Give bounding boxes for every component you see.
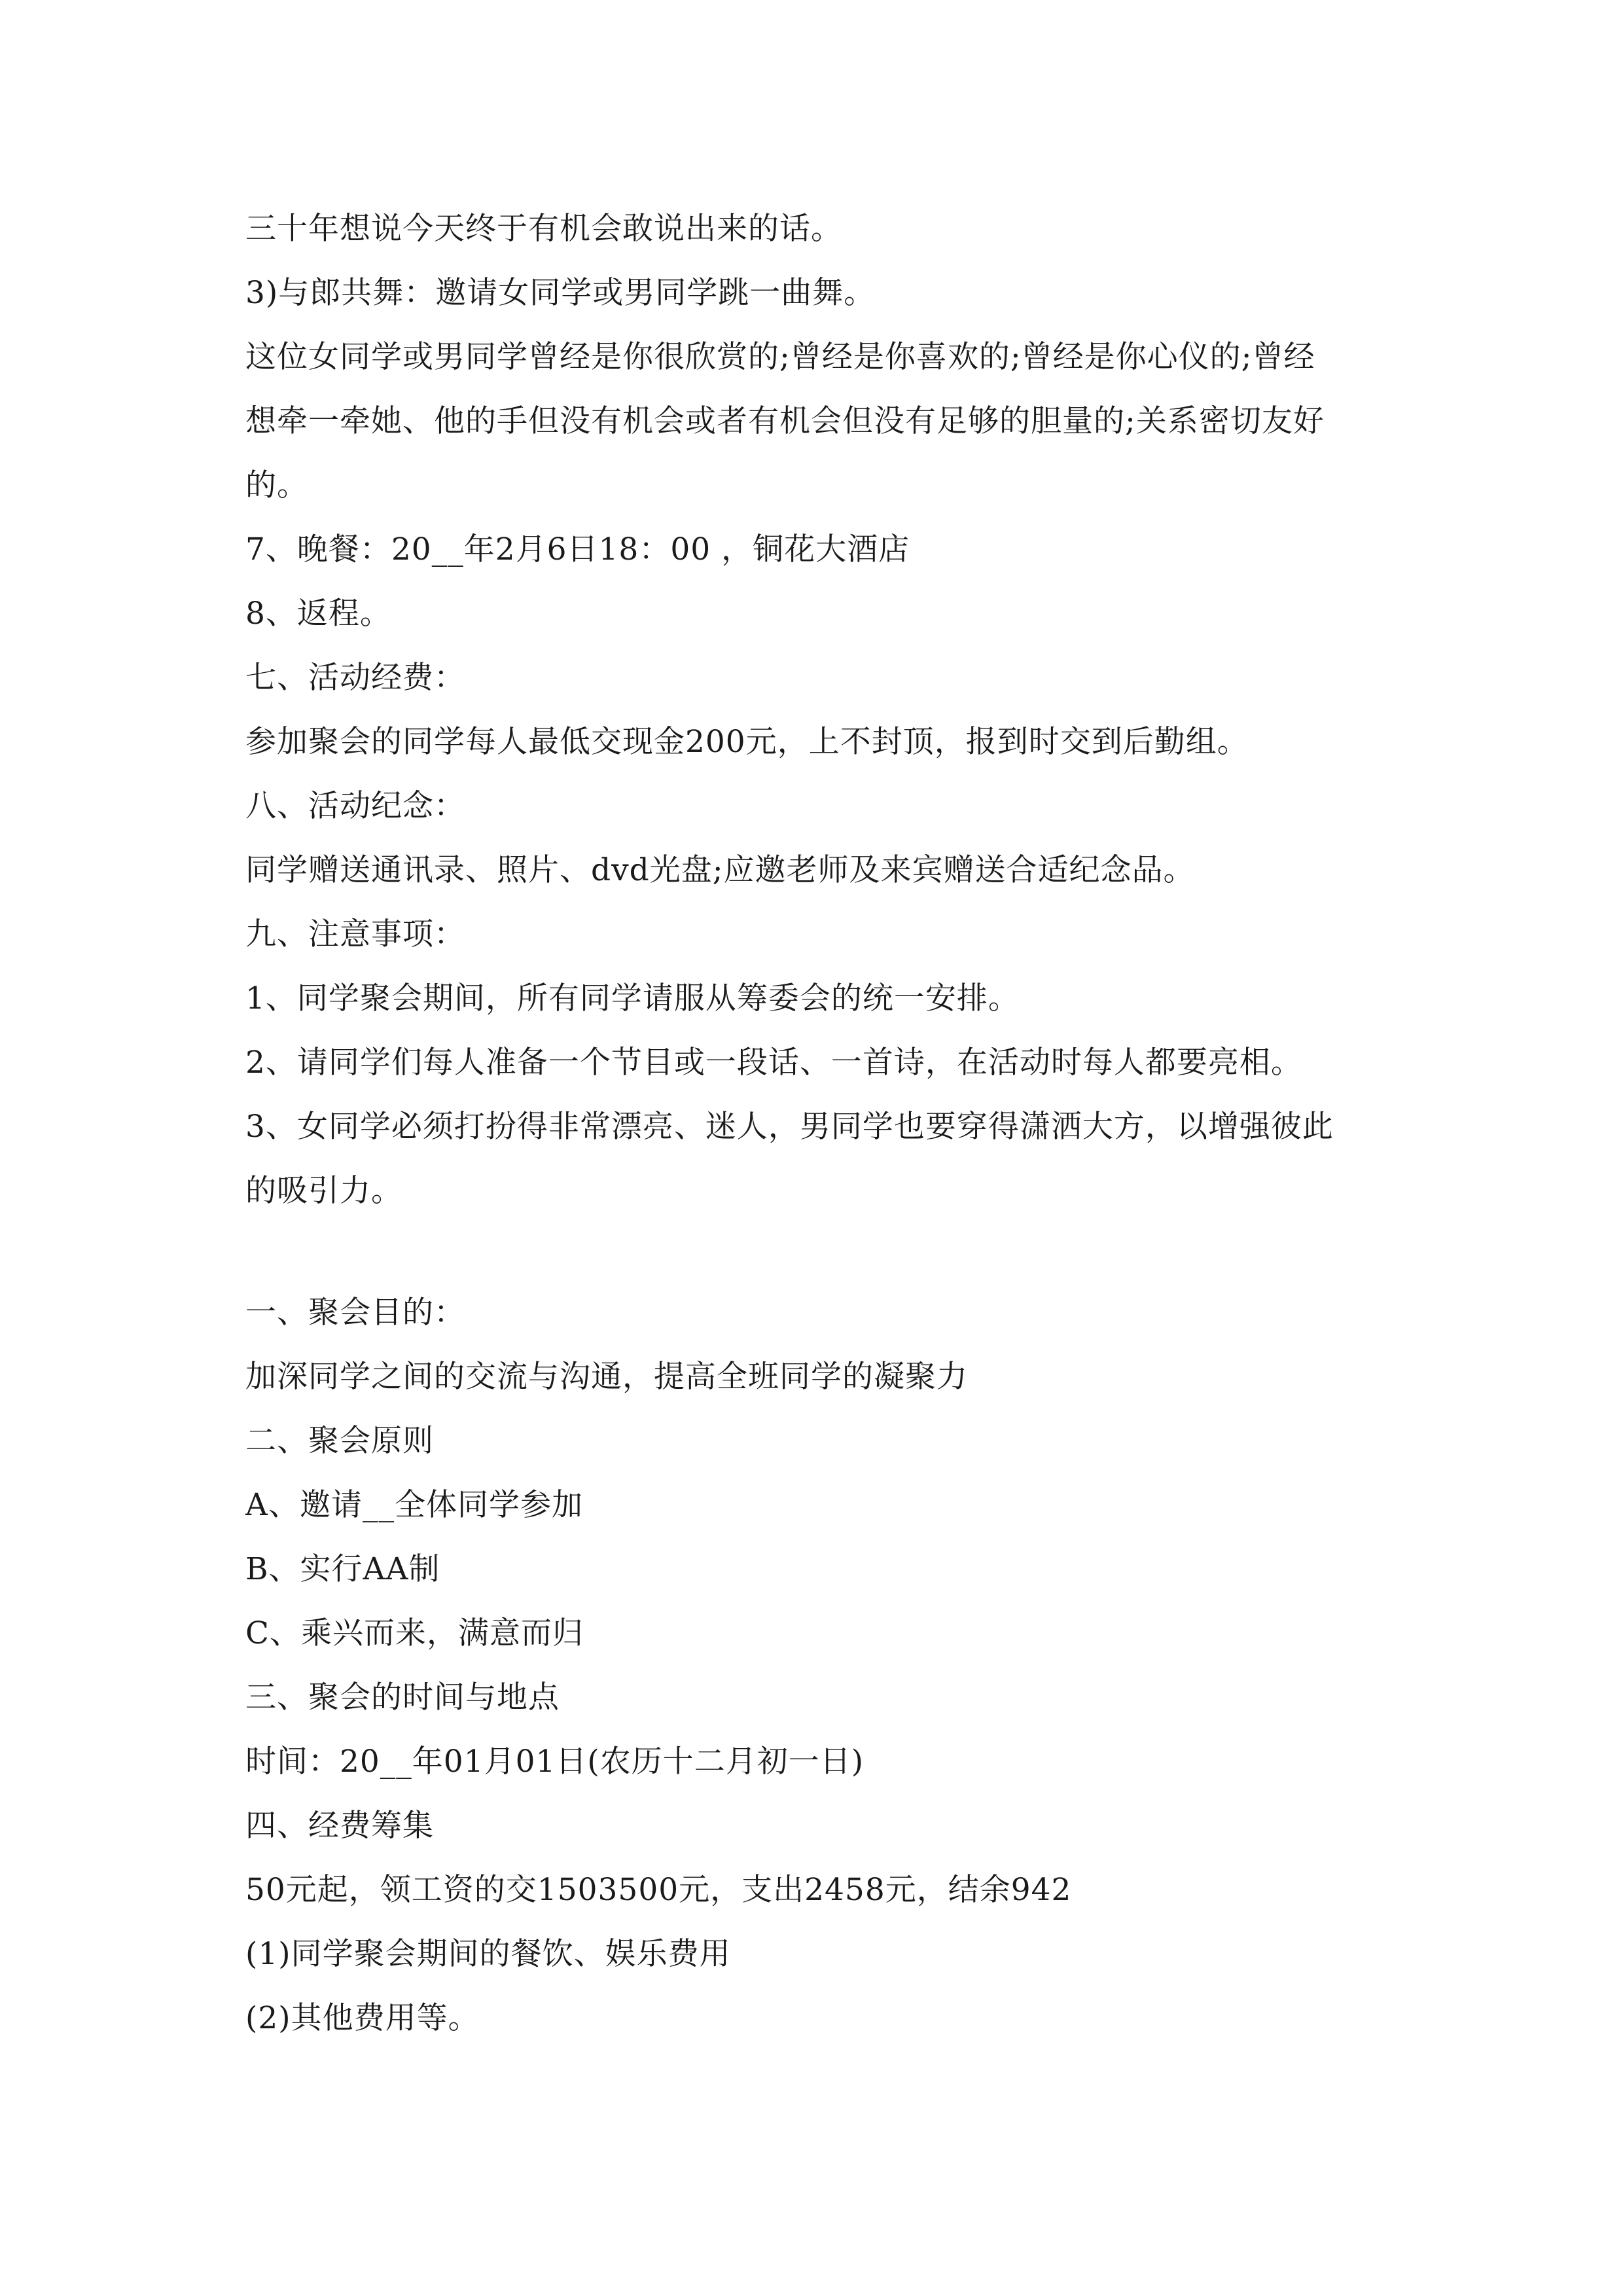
section-heading: 七、活动经费： — [245, 660, 465, 696]
section-heading: 一、聚会目的： — [245, 1295, 465, 1331]
section-heading: 四、经费筹集 — [245, 1808, 434, 1844]
text-line: 这位女同学或男同学曾经是你很欣赏的;曾经是你喜欢的;曾经是你心仪的;曾经 — [245, 339, 1315, 375]
text-line: 的吸引力。 — [245, 1173, 402, 1209]
text-line: 三十年想说今天终于有机会敢说出来的话。 — [245, 211, 842, 247]
section-heading: 三、聚会的时间与地点 — [245, 1679, 560, 1715]
section-heading: 八、活动纪念： — [245, 788, 465, 824]
section-heading: 九、注意事项： — [245, 916, 465, 952]
text-line: B、实行AA制 — [245, 1551, 440, 1587]
text-line: 想牵一牵她、他的手但没有机会或者有机会但没有足够的胆量的;关系密切友好 — [245, 403, 1325, 439]
text-line: (1)同学聚会期间的餐饮、娱乐费用 — [245, 1936, 731, 1972]
text-line: 2、请同学们每人准备一个节目或一段话、一首诗，在活动时每人都要亮相。 — [245, 1045, 1302, 1081]
text-line: 7、晚餐：20__年2月6日18：00 ，铜花大酒店 — [245, 531, 910, 567]
section-heading: 二、聚会原则 — [245, 1423, 434, 1459]
text-line: 3)与郎共舞：邀请女同学或男同学跳一曲舞。 — [245, 275, 876, 311]
text-line: 8、返程。 — [245, 596, 391, 632]
text-line: 50元起，领工资的交1503500元，支出2458元，结余942 — [245, 1872, 1072, 1908]
text-line: C、乘兴而来，满意而归 — [245, 1615, 584, 1651]
text-line: 1、同学聚会期间，所有同学请服从筹委会的统一安排。 — [245, 980, 1020, 1016]
text-line: 的。 — [245, 467, 308, 503]
text-line: (2)其他费用等。 — [245, 2000, 480, 2036]
text-line: 参加聚会的同学每人最低交现金200元，上不封顶，报到时交到后勤组。 — [245, 724, 1249, 760]
text-line: 3、女同学必须打扮得非常漂亮、迷人，男同学也要穿得潇洒大方，以增强彼此 — [245, 1109, 1334, 1145]
text-line: 加深同学之间的交流与沟通，提高全班同学的凝聚力 — [245, 1359, 968, 1395]
text-line: A、邀请__全体同学参加 — [245, 1487, 583, 1523]
text-line: 时间：20__年01月01日(农历十二月初一日) — [245, 1744, 865, 1780]
text-line: 同学赠送通讯录、照片、dvd光盘;应邀老师及来宾赠送合适纪念品。 — [245, 852, 1195, 888]
